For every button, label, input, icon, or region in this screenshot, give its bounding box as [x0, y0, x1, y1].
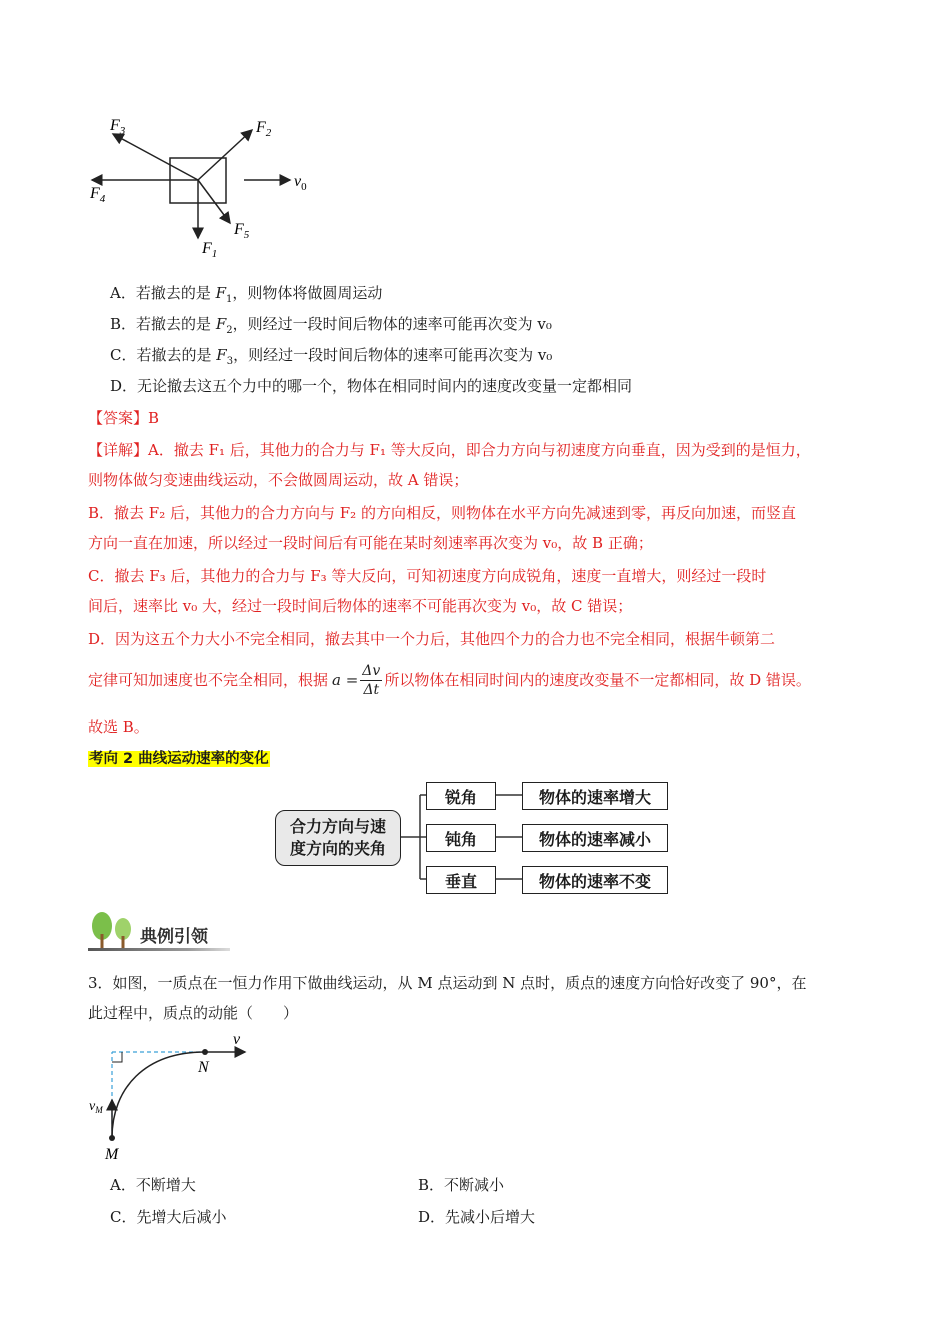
option-letter: A．: [110, 1176, 136, 1194]
svg-text:F2: [255, 119, 272, 139]
option-text: ，则经过一段时间后物体的速率可能再次变为 v₀: [233, 346, 553, 364]
angle-box-acute: [426, 782, 496, 810]
force-subscript: 2: [226, 325, 233, 336]
svg-text:F4: [89, 185, 106, 205]
option-letter: A．: [110, 284, 136, 302]
option-text: 不断减小: [444, 1176, 505, 1194]
answer-line: 【答案】B: [88, 409, 160, 427]
formula-lhs: a =: [332, 671, 359, 689]
option-text: 先增大后减小: [136, 1208, 227, 1226]
root-text-line2: 度方向的夹角: [289, 839, 386, 858]
q3-stem-line1: 3．如图，一质点在一恒力作用下做曲线运动，从 M 点运动到 N 点时，质点的速度方向恰好改变了 90°，在: [88, 974, 807, 992]
option-letter: C．: [110, 346, 137, 364]
angle-box-obtuse: [426, 824, 496, 852]
f4-label: F: [90, 185, 100, 202]
option-text: 若撤去的是: [136, 315, 216, 333]
f2-arrow: [198, 130, 252, 180]
option-letter: B．: [110, 315, 137, 333]
f2-sub: 2: [265, 127, 272, 139]
formula-denominator: Δt: [363, 681, 380, 698]
detail-line-5: C．撤去 F₃ 后，其他力的合力与 F₃ 等大反向，可知初速度方向成锐角，速度一直增大，则经过一段时: [88, 567, 767, 585]
root-text-line1: 合力方向与速: [289, 817, 386, 836]
force-subscript: 3: [226, 356, 234, 367]
f1-label: F: [202, 240, 212, 257]
q3-option-d[interactable]: [418, 1206, 535, 1228]
svg-text:F3: [109, 117, 126, 137]
option-text: ，则经过一段时间后物体的速率可能再次变为 v₀: [232, 315, 552, 333]
q3-option-b[interactable]: [418, 1174, 504, 1196]
detail-line-2: 则物体做匀变速曲线运动，不会做圆周运动，故 A 错误；: [88, 471, 469, 489]
angle-label: 锐角: [444, 787, 477, 807]
option-text: ，则物体将做圆周运动: [232, 284, 383, 302]
v0-label: v: [294, 173, 302, 190]
result-box-increase: [522, 782, 668, 810]
svg-text:vM: [89, 1099, 103, 1115]
section-heading: [88, 747, 270, 770]
result-box-decrease: [522, 824, 668, 852]
q3-option-c[interactable]: [110, 1206, 227, 1228]
detail-line-6: 间后，速率比 v₀ 大，经过一段时间后物体的速率不可能再次变为 v₀，故 C 错误；: [88, 597, 633, 615]
detail-text: 定律可知加速度也不完全相同，根据: [88, 671, 329, 689]
banner-underline: [88, 948, 230, 951]
angle-label: 垂直: [444, 871, 477, 891]
f5-arrow: [198, 180, 230, 223]
banner-title: 典例引领: [140, 927, 208, 947]
detail-line-7: D．因为这五个力大小不完全相同，撤去其中一个力后，其他四个力的合力也不完全相同，根据牛顿第二: [88, 630, 776, 648]
angle-label: 钝角: [444, 829, 477, 849]
svg-text:F5: [233, 221, 250, 241]
q3-stem-line2: 此过程中，质点的动能（ ）: [88, 1004, 299, 1022]
f3-label: F: [110, 117, 120, 134]
result-box-constant: [522, 866, 668, 894]
option-text: 先减小后增大: [445, 1208, 536, 1226]
f5-sub: 5: [243, 229, 250, 241]
q2-option-b[interactable]: [110, 313, 552, 342]
f3-sub: 3: [119, 125, 126, 137]
result-label: 物体的速率增大: [538, 787, 651, 807]
detail-line-1: 【详解】A．撤去 F₁ 后，其他力的合力与 F₁ 等大反向，即合力方向与初速度方向垂直，因为受到的是恒力，: [88, 441, 811, 459]
q2-option-c[interactable]: [110, 344, 552, 373]
v0-sub: 0: [301, 181, 307, 193]
force-symbol: F: [216, 346, 227, 364]
svg-text:v0: [294, 173, 307, 193]
q3-option-a[interactable]: [110, 1174, 196, 1196]
formula-fraction: [360, 662, 382, 699]
detail-line-8: [88, 658, 811, 702]
f3-arrow: [113, 134, 198, 180]
n-label: N: [198, 1059, 209, 1076]
detail-line-3: B．撤去 F₂ 后，其他力的合力方向与 F₂ 的方向相反，则物体在水平方向先减速到零，再反向加速，而竖直: [88, 504, 796, 522]
m-label: M: [105, 1146, 119, 1163]
vm-sub: M: [95, 1105, 103, 1115]
v-label: v: [233, 1031, 241, 1048]
section-title: 考向 2 曲线运动速率的变化: [89, 751, 269, 767]
conclusion-line: 故选 B。: [88, 718, 149, 736]
f4-sub: 4: [99, 193, 106, 205]
result-label: 物体的速率减小: [538, 829, 651, 849]
q2-option-a[interactable]: [110, 282, 382, 311]
formula-numerator: Δv: [362, 662, 381, 679]
option-letter: B．: [418, 1176, 445, 1194]
detail-text: 所以物体在相同时间内的速度改变量不一定都相同，故 D 错误。: [384, 671, 811, 689]
option-text: 若撤去的是: [135, 284, 216, 302]
vm-label: v: [89, 1099, 96, 1114]
q2-option-d[interactable]: [110, 375, 632, 397]
result-label: 物体的速率不变: [538, 871, 651, 891]
force-subscript: 1: [226, 294, 233, 305]
force-symbol: F: [215, 284, 227, 302]
tree-icon: [88, 910, 138, 952]
option-letter: D．: [418, 1208, 446, 1226]
f5-label: F: [234, 221, 244, 238]
detail-line-4: 方向一直在加速，所以经过一段时间后有可能在某时刻速率再次变为 v₀，故 B 正确；: [88, 534, 653, 552]
f1-sub: 1: [211, 248, 218, 260]
force-diagram: [80, 110, 340, 270]
angle-box-perpendicular: [426, 866, 496, 894]
force-symbol: F: [215, 315, 227, 333]
f2-label: F: [256, 119, 266, 136]
option-text: 不断增大: [135, 1176, 196, 1194]
option-letter: C．: [110, 1208, 137, 1226]
curve-diagram: [85, 1028, 260, 1168]
option-letter: D．: [110, 377, 138, 395]
svg-text:F1: [201, 240, 217, 260]
flow-root-box: [275, 810, 401, 866]
option-text: 无论撤去这五个力中的哪一个，物体在相同时间内的速度改变量一定都相同: [137, 377, 633, 395]
option-text: 若撤去的是: [136, 346, 217, 364]
